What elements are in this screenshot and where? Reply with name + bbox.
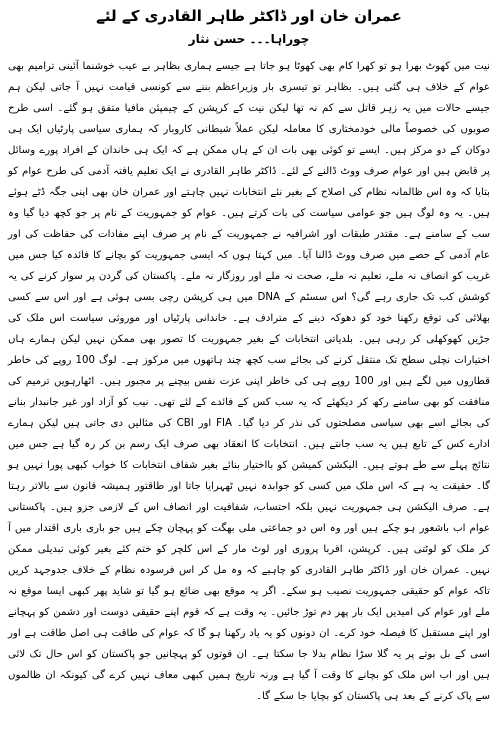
- article-byline: چوراہا۔۔۔ حسن نثار: [188, 32, 310, 46]
- article-body: نیت میں کھوٹ بھرا ہو تو کھرا کام بھی کھوٹا ہو جاتا ہے جیسے ہماری بظاہر بے عیب خوشنما آئینی ترامیم بھی عوام کے خلاف ہی گئی ہیں۔ بظاہر تو تیسری بار وزیراعظم بننے سے کونسی قیامت نہیں آ جاتی لیکن ہم جیسے حالات میں یہ زہر قاتل سے کم نہ تھا لیکن نیت کے کرپشن کے چیمپئن مافیا متفق ہو گئے۔ اسی طرح صوبوں کی خصوصاً مالی خودمختاری کا معاملہ لیکن عملاً شیطانی کاروبار کہ ہماری سیاسی پارٹیاں ایک ہی دوکان کے دو مرکز ہیں۔ ایسے تو کوئی بھی بات ان کے ہاں ممکن ہے کہ ایک ہی خاندان کے افراد پورے وسائل پر قابض ہیں اور عوام صرف ووٹ ڈالنے کے لئے۔ ڈاکٹر طاہر القادری نے ایک تعلیم یافتہ آدمی کی طرح عوام کو بتایا کہ وہ اس ظالمانہ نظام کی اصلاح کے بغیر نئے انتخابات نہیں چاہتے اور عمران خان بھی اپنی جگہ ڈٹے ہوئے ہیں۔ یہ وہ لوگ ہیں جو عوامی سیاست کی بات کرتے ہیں۔ عوام کو جمہوریت کے نام پر جو کچھ دیا گیا وہ سب کے سامنے ہے۔ مقتدر طبقات اور اشرافیہ نے جمہوریت کے نام پر صرف اپنے مفادات کی حفاظت کی اور عام آدمی کے حصے میں صرف ووٹ ڈالنا آیا۔ میں کہتا ہوں کہ ایسی جمہوریت کو بچانے کا فائدہ کیا جس میں غریب کو انصاف نہ ملے، تعلیم نہ ملے، صحت نہ ملے اور روزگار نہ ملے۔ پاکستان کی گردن پر سوار کرنے کی یہ کوشش کب تک جاری رہے گی؟ اس سسٹم کے DNA میں ہی کرپشن رچی بسی ہوئی ہے اور اس سے کسی بھلائی کی توقع رکھنا خود کو دھوکہ دینے کے مترادف ہے۔ خاندانی پارٹیاں اور موروثی سیاست اس ملک کی جڑیں کھوکھلی کر رہی ہیں۔ بلدیاتی انتخابات کے بغیر جمہوریت کا تصور بھی ممکن نہیں لیکن ہمارے ہاں اختیارات نچلی سطح تک منتقل کرنے کی بجائے سب کچھ چند ہاتھوں میں مرکوز ہے۔ لوگ 100 روپے کی خاطر قطاروں میں لگے ہیں اور 100 روپے ہی کی خاطر اپنی عزت نفس بیچنے پر مجبور ہیں۔ اٹھارہویں ترمیم کی منافقت کو بھی سامنے رکھ کر دیکھئے کہ یہ سب کس کے فائدے کے لئے تھی۔ نیب کو آزاد اور غیر جانبدار بنانے کی بجائے اسے بھی سیاسی مصلحتوں کی نذر کر دیا گیا۔ FIA اور CBI کی مثالیں دی جاتی ہیں لیکن ہمارے ادارے کس کے تابع ہیں یہ سب جانتے ہیں۔ انتخابات کا انعقاد بھی صرف ایک رسم بن کر رہ گیا ہے جس میں نتائج پہلے سے طے ہوتے ہیں۔ الیکشن کمیشن کو بااختیار بنائے بغیر شفاف انتخابات کا خواب کبھی پورا نہیں ہو گا۔ حقیقت یہ ہے کہ اس ملک میں کسی کو جوابدہ نہیں ٹھہرایا جاتا اور طاقتور ہمیشہ قانون سے بالاتر رہتا ہے۔ صرف الیکشن ہی جمہوریت نہیں بلکہ احتساب، شفافیت اور انصاف اس کے لازمی جزو ہیں۔ پاکستانی عوام اب باشعور ہو چکے ہیں اور وہ اس دو جماعتی ملی بھگت کو پہچان چکے ہیں جو باری باری اقتدار میں آ کر ملک کو لوٹتی ہیں۔ کرپشن، اقربا پروری اور لوٹ مار کے اس کلچر کو ختم کئے بغیر کوئی تبدیلی ممکن نہیں۔ عمران خان اور ڈاکٹر طاہر القادری کو چاہیے کہ وہ مل کر اس فرسودہ نظام کے خلاف جدوجہد کریں تاکہ عوام کو حقیقی جمہوریت نصیب ہو سکے۔ اگر یہ موقع بھی ضائع ہو گیا تو شاید پھر کبھی ایسا موقع نہ ملے اور عوام کی امیدیں ایک بار پھر دم توڑ جائیں۔ یہ وقت ہے کہ قوم اپنے حقیقی دوست اور دشمن کو پہچانے اور اپنے مستقبل کا فیصلہ خود کرے۔ ان دونوں کو یہ یاد رکھنا ہو گا کہ عوام کی طاقت ہی اصل طاقت ہے اور اسی کے بل بوتے پر یہ گلا سڑا نظام بدلا جا سکتا ہے۔ ان قوتوں کو پہچانیں جو پاکستان کو اس حال تک لائی ہیں اور اب اس ملک کو بچانے کا وقت آ گیا ہے ورنہ تاریخ ہمیں کبھی معاف نہیں کرے گی کیونکہ ان ظالموں سے پاک کرنے کے بعد ہی پاکستان کو بچایا جا سکے گا۔: [8, 61, 490, 702]
- article-headline: عمران خان اور ڈاکٹر طاہر القادری کے لئے: [96, 7, 402, 25]
